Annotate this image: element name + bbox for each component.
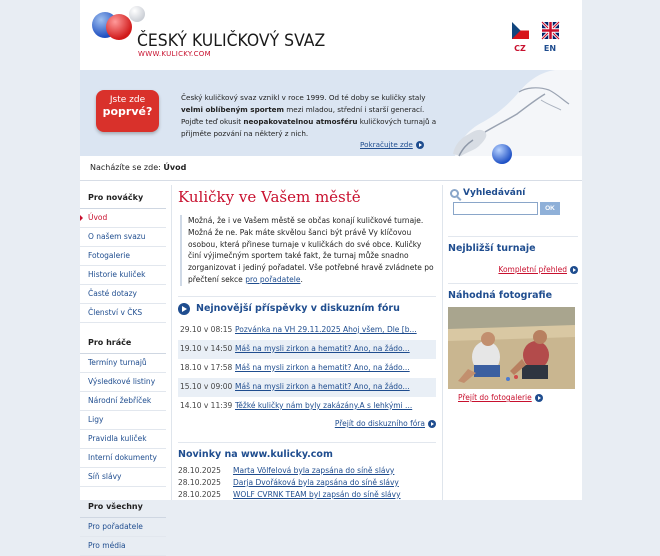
forum-post-link[interactable]: Máš na mysli zirkon a hematit? Ano, na žádo... bbox=[235, 362, 410, 372]
intro-part3: kuličkových turnajů a přijměte pozvání na některý z nich. bbox=[181, 117, 437, 138]
news-row bbox=[178, 478, 436, 490]
forum-row bbox=[178, 397, 436, 416]
sidebar-item-uvod[interactable]: Úvod bbox=[80, 209, 166, 228]
forum-list bbox=[178, 321, 436, 416]
news-date: 28.10.2025 bbox=[178, 477, 221, 487]
language-cz[interactable] bbox=[507, 22, 533, 53]
forum-post-link[interactable]: Těžké kuličky nám byly zakázány.A s lehkými ... bbox=[235, 400, 413, 410]
arrow-right-icon bbox=[570, 266, 578, 274]
arrow-right-icon bbox=[535, 394, 543, 402]
search-icon bbox=[450, 189, 459, 198]
first-time-line2: poprvé? bbox=[102, 105, 153, 118]
search-heading bbox=[450, 188, 578, 198]
tournaments-link-label: Kompletní přehled bbox=[498, 265, 567, 274]
divider bbox=[442, 185, 443, 500]
intro-bold2: neopakovatelnou atmosféru bbox=[243, 117, 358, 126]
news-list bbox=[178, 466, 436, 502]
continue-link[interactable] bbox=[360, 140, 424, 149]
divider bbox=[171, 185, 172, 500]
main-content bbox=[178, 188, 436, 502]
sidebar-item-historie[interactable]: Historie kuliček bbox=[80, 266, 166, 285]
sidebar-item-vysledky[interactable]: Výsledkové listiny bbox=[80, 373, 166, 392]
sidebar-item-poradatele[interactable]: Pro pořadatele bbox=[80, 518, 166, 537]
news-title: Novinky na www.kulicky.com bbox=[178, 442, 436, 460]
forum-more-label: Přejít do diskuzního fóra bbox=[334, 418, 425, 428]
first-time-button[interactable] bbox=[96, 90, 159, 132]
forum-row bbox=[178, 321, 436, 340]
sidebar-item-fotogalerie[interactable]: Fotogalerie bbox=[80, 247, 166, 266]
intro-text bbox=[181, 92, 441, 140]
forum-date: 15.10 v 09:00 bbox=[180, 381, 233, 391]
sidebar-item-terminy[interactable]: Termíny turnajů bbox=[80, 354, 166, 373]
search-form bbox=[453, 202, 578, 215]
intro-part2: mezi mladou, střední i starší generací. Pojďte teď okusit bbox=[181, 105, 425, 126]
sidebar bbox=[80, 188, 166, 556]
sidebar-item-o-nasem-svazu[interactable]: O našem svazu bbox=[80, 228, 166, 247]
sidebar-item-interni[interactable]: Interní dokumenty bbox=[80, 449, 166, 468]
arrow-right-icon bbox=[428, 420, 436, 428]
random-photo-title: Náhodná fotografie bbox=[448, 283, 578, 301]
breadcrumb bbox=[90, 163, 186, 172]
logo-ball-white-icon bbox=[129, 6, 145, 22]
tournaments-link[interactable] bbox=[448, 265, 578, 274]
logo-ball-red-icon bbox=[106, 14, 132, 40]
language-en-label: EN bbox=[543, 44, 557, 53]
random-photo[interactable] bbox=[448, 307, 575, 389]
organizers-link[interactable]: pro pořadatele bbox=[245, 274, 301, 284]
search-button[interactable]: OK bbox=[540, 202, 560, 215]
gallery-link-label: Přejít do fotogalerie bbox=[458, 393, 532, 402]
sidebar-item-sin-slavy[interactable]: Síň slávy bbox=[80, 468, 166, 487]
forum-post-link[interactable]: Pozvánka na VH 29.11.2025 Ahoj všem, Dle [b... bbox=[235, 324, 417, 334]
language-cz-label: CZ bbox=[514, 44, 526, 53]
continue-link-label: Pokračujte zde bbox=[360, 140, 413, 149]
breadcrumb-current[interactable]: Úvod bbox=[163, 163, 187, 172]
search-input[interactable] bbox=[453, 202, 538, 215]
news-date: 28.10.2025 bbox=[178, 465, 221, 475]
sidebar-item-ligy[interactable]: Ligy bbox=[80, 411, 166, 430]
first-time-line1: Jste zde bbox=[109, 95, 146, 105]
banner bbox=[80, 70, 582, 156]
main-text bbox=[180, 215, 436, 286]
forum-row bbox=[178, 340, 436, 359]
arrow-right-icon bbox=[178, 303, 190, 315]
uk-flag-icon bbox=[542, 22, 559, 39]
site-title: ČESKÝ KULIČKOVÝ SVAZ bbox=[137, 31, 326, 51]
sidebar-item-pravidla[interactable]: Pravidla kuliček bbox=[80, 430, 166, 449]
intro-part1: Český kuličkový svaz vznikl v roce 1999. Od té doby se kuličky staly bbox=[181, 93, 426, 102]
sidebar-section-novacky: Pro nováčky bbox=[80, 188, 166, 209]
sidebar-item-caste-dotazy[interactable]: Časté dotazy bbox=[80, 285, 166, 304]
page-title: Kuličky ve Vašem městě bbox=[178, 188, 361, 206]
news-link[interactable]: Darja Dvořáková byla zapsána do síně slávy bbox=[233, 477, 399, 487]
forum-more-link[interactable] bbox=[178, 419, 436, 428]
tournaments-title: Nejbližší turnaje bbox=[448, 236, 578, 254]
forum-title: Nejnovější příspěvky v diskuzním fóru bbox=[196, 303, 400, 315]
main-text-end: . bbox=[300, 274, 303, 284]
sidebar-item-zebricek[interactable]: Národní žebříček bbox=[80, 392, 166, 411]
sidebar-item-clenstvi[interactable]: Členství v ČKS bbox=[80, 304, 166, 323]
hand-marble-illustration-icon bbox=[445, 70, 582, 156]
forum-heading bbox=[178, 296, 436, 315]
news-link[interactable]: Marta Völfelová byla zapsána do síně slávy bbox=[233, 465, 395, 475]
main-text-body: Možná, že i ve Vašem městě se občas konají kuličkové turnaje. Možná že ne. Pak máte skvělou šanci být právě Vy klíčovou osobou, která přinese turnaje v kuličkách do své obce. Kuličky činí výjimečným sportem také fakt, že turnaj může snadno zorganizovat i jediný pořadatel. Vše potřebné hravě zvládnete po přečtení sekce bbox=[188, 216, 434, 284]
gallery-link[interactable] bbox=[458, 393, 578, 402]
forum-date: 18.10 v 17:58 bbox=[180, 362, 233, 372]
forum-date: 14.10 v 11:39 bbox=[180, 400, 233, 410]
header bbox=[80, 0, 582, 70]
news-row bbox=[178, 466, 436, 478]
forum-row bbox=[178, 359, 436, 378]
site-url: WWW.KULICKY.COM bbox=[138, 50, 211, 58]
news-row bbox=[178, 490, 436, 502]
forum-row bbox=[178, 378, 436, 397]
sidebar-section-hrace: Pro hráče bbox=[80, 333, 166, 354]
sidebar-section-vsechny: Pro všechny bbox=[80, 497, 166, 518]
forum-post-link[interactable]: Máš na mysli zirkon a hematit? Ano, na žádo... bbox=[235, 343, 410, 353]
breadcrumb-prefix: Nacházíte se zde: bbox=[90, 163, 161, 172]
page bbox=[80, 0, 582, 550]
arrow-right-icon bbox=[416, 141, 424, 149]
forum-post-link[interactable]: Máš na mysli zirkon a hematit? Ano, na žádo... bbox=[235, 381, 410, 391]
news-date: 28.10.2025 bbox=[178, 489, 221, 499]
forum-date: 19.10 v 14:50 bbox=[180, 343, 233, 353]
language-en[interactable] bbox=[537, 22, 563, 53]
divider bbox=[80, 180, 582, 181]
forum-date: 29.10 v 08:15 bbox=[180, 324, 233, 334]
search-title: Vyhledávání bbox=[463, 188, 526, 198]
news-link[interactable]: WOLF CVRNK TEAM byl zapsán do síně slávy bbox=[233, 489, 401, 499]
right-column bbox=[448, 188, 578, 402]
intro-bold1: velmi oblíbeným sportem bbox=[181, 105, 285, 114]
sidebar-item-media[interactable]: Pro média bbox=[80, 537, 166, 556]
czech-flag-icon bbox=[512, 22, 529, 39]
